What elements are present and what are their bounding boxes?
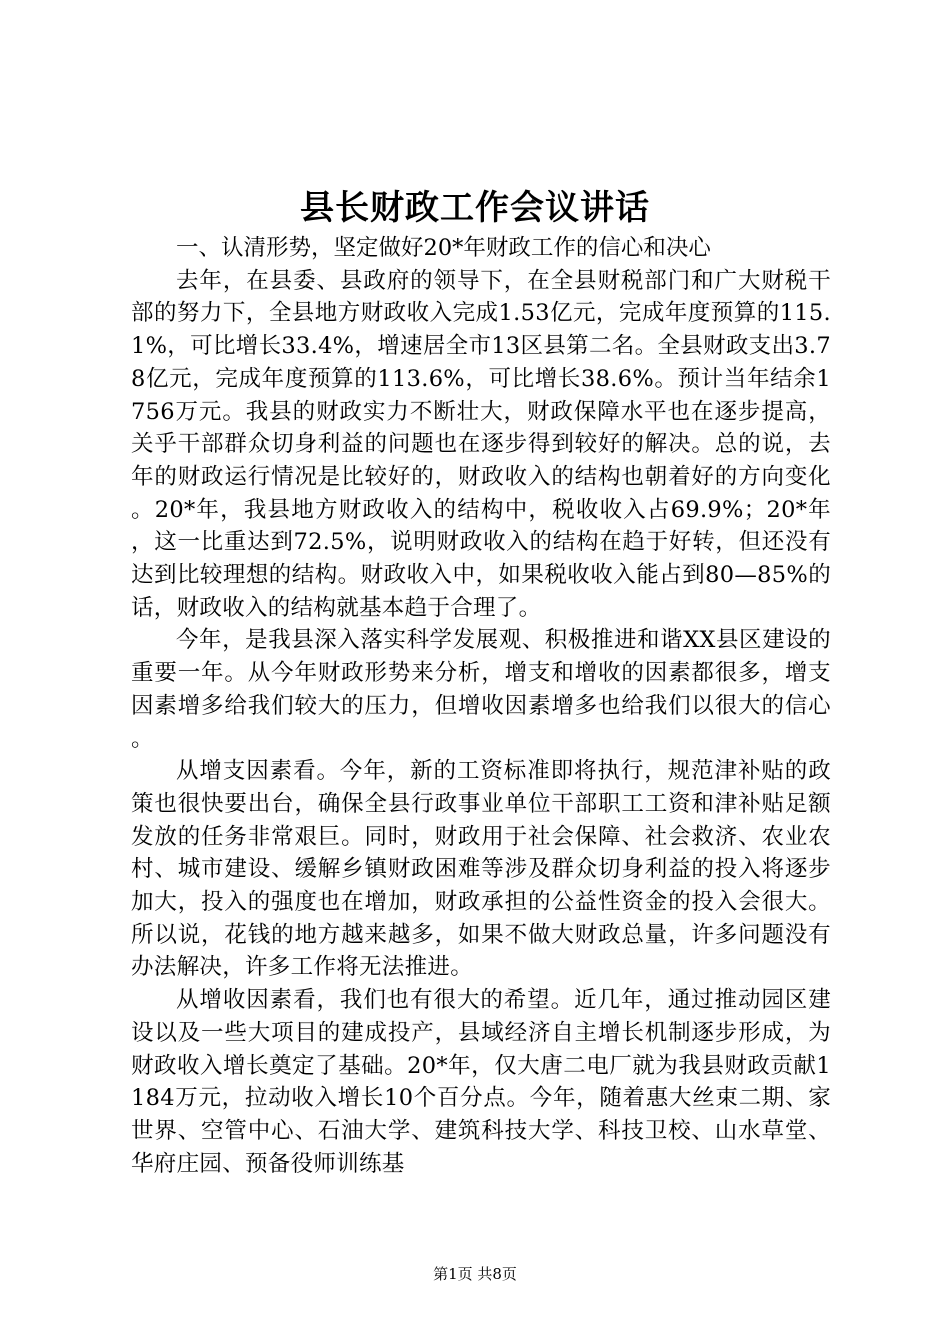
section-heading: 一、认清形势，坚定做好20*年财政工作的信心和决心	[176, 235, 711, 261]
document-title: 县长财政工作会议讲话	[300, 188, 650, 228]
paragraph-2: 今年，是我县深入落实科学发展观、积极推进和谐XX县区建设的重要一年。从今年财政形势来分析，增支和增收的因素都很多，增支因素增多给我们较大的压力，但增收因素增多也给我们以很大的信心。	[131, 627, 831, 752]
paragraph-4: 从增收因素看，我们也有很大的希望。近几年，通过推动园区建设以及一些大项目的建成投产，县域经济自主增长机制逐步形成，为财政收入增长奠定了基础。20*年，仅大唐二电厂就为我县财政贡献1184万元，拉动收入增长10个百分点。今年，随着惠大丝束二期、家世界、空管中心、石油大学、建筑科技大学、科技卫校、山水草堂、华府庄园、预备役师训练基	[131, 987, 831, 1177]
paragraph-3: 从增支因素看。今年，新的工资标准即将执行，规范津补贴的政策也很快要出台，确保全县行政事业单位干部职工工资和津补贴足额发放的任务非常艰巨。同时，财政用于社会保障、社会救济、农业农村、城市建设、缓解乡镇财政困难等涉及群众切身利益的投入将逐步加大，投入的强度也在增加，财政承担的公益性资金的投入会很大。所以说，花钱的地方越来越多，如果不做大财政总量，许多问题没有办法解决，许多工作将无法推进。	[131, 758, 831, 981]
paragraph-1: 去年，在县委、县政府的领导下，在全县财税部门和广大财税干部的努力下，全县地方财政收入完成1.53亿元，完成年度预算的115.1%，可比增长33.4%，增速居全市13区县第二名。全县财政支出3.78亿元，完成年度预算的113.6%，可比增长38.6%。预计当年结余1756万元。我县的财政实力不断壮大，财政保障水平也在逐步提高，关乎干部群众切身利益的问题也在逐步得到较好的解决。总的说，去年的财政运行情况是比较好的，财政收入的结构也朝着好的方向变化。20*年，我县地方财政收入的结构中，税收收入占69.9%；20*年，这一比重达到72.5%，说明财政收入的结构在趋于好转，但还没有达到比较理想的结构。财政收入中，如果税收收入能占到80—85%的话，财政收入的结构就基本趋于合理了。	[131, 267, 831, 621]
document-body	[131, 232, 831, 1180]
page-footer: 第1页 共8页	[433, 1265, 517, 1283]
